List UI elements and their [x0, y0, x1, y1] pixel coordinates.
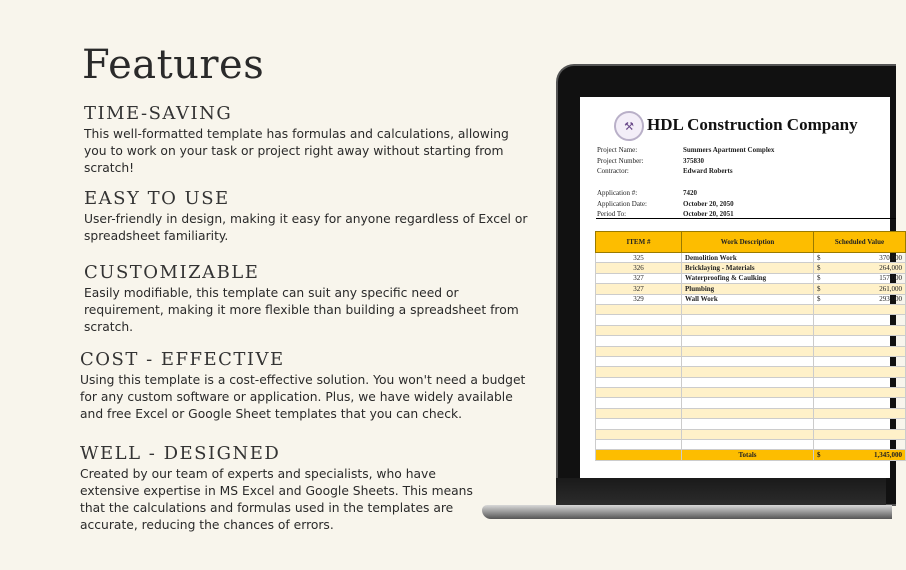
empty-row [596, 346, 906, 356]
empty-row [596, 377, 906, 387]
value-cell [814, 263, 906, 273]
value-cell [814, 284, 906, 294]
table-row [596, 273, 906, 283]
laptop-base [482, 505, 892, 519]
currency: $ [817, 274, 821, 283]
currency: $ [817, 451, 821, 460]
value-cell [814, 294, 906, 304]
laptop-chin [556, 478, 886, 506]
amount: 370,000 [879, 253, 902, 262]
amount: 264,000 [879, 264, 902, 273]
table-row [596, 294, 906, 304]
amount: 293,000 [879, 295, 902, 304]
table-row [596, 253, 906, 263]
feature-section [84, 103, 534, 177]
item-cell: 329 [596, 294, 682, 304]
company-name: HDL Construction Company [647, 115, 858, 134]
header-description: Work Description [682, 232, 814, 253]
feature-text: User-friendly in design, making it easy for anyone regardless of Excel or spreadsheet familiarity. [84, 212, 528, 243]
info-row [597, 199, 734, 210]
currency: $ [817, 264, 821, 273]
feature-text: This well-formatted template has formulas and calculations, allowing you to work on your task or project right away without starting from scratch! [84, 127, 509, 175]
empty-row [596, 325, 906, 335]
totals-row [596, 450, 906, 461]
empty-row [596, 336, 906, 346]
info-label: Application #: [597, 189, 638, 197]
empty-row [596, 367, 906, 377]
currency: $ [817, 295, 821, 304]
empty-row [596, 440, 906, 450]
feature-section [84, 188, 534, 245]
feature-heading: CUSTOMIZABLE [84, 262, 260, 283]
value-cell [814, 253, 906, 263]
divider [596, 218, 896, 219]
totals-amount: 1,345,000 [874, 451, 902, 460]
item-cell: 326 [596, 263, 682, 273]
currency: $ [817, 284, 821, 293]
amount: 157,000 [879, 274, 902, 283]
info-label: Contractor: [597, 167, 629, 175]
info-row [597, 166, 774, 177]
description-cell: Demolition Work [682, 253, 814, 263]
item-cell: 325 [596, 253, 682, 263]
info-value: October 20, 2050 [683, 199, 734, 208]
feature-heading: TIME-SAVING [84, 103, 233, 124]
feature-text: Easily modifiable, this template can suit any specific need or requirement, making it more flexible than building a spreadsheet from scratch. [84, 286, 519, 334]
company-logo-icon: ⚒ [614, 111, 644, 141]
empty-row [596, 388, 906, 398]
info-row [597, 145, 774, 156]
info-label: Period To: [597, 210, 627, 218]
item-cell: 327 [596, 273, 682, 283]
currency: $ [817, 253, 821, 262]
info-value: 375830 [683, 156, 704, 165]
header-item: ITEM # [596, 232, 682, 253]
application-info [597, 188, 734, 220]
empty-row [596, 315, 906, 325]
amount: 261,000 [879, 284, 902, 293]
empty-row [596, 408, 906, 418]
info-value: October 20, 2051 [683, 210, 734, 218]
info-value: Edward Roberts [683, 167, 733, 175]
empty-row [596, 429, 906, 439]
description-cell: Wall Work [682, 294, 814, 304]
schedule-table [595, 231, 906, 461]
table-row [596, 263, 906, 273]
totals-label: Totals [682, 450, 814, 461]
info-label: Project Name: [597, 146, 638, 154]
spreadsheet-preview [580, 97, 902, 478]
page-title: Features [82, 42, 265, 88]
empty-row [596, 419, 906, 429]
description-cell: Waterproofing & Caulking [682, 273, 814, 283]
table-row [596, 284, 906, 294]
description-cell: Plumbing [682, 284, 814, 294]
feature-heading: COST - EFFECTIVE [80, 349, 285, 370]
feature-section [84, 262, 534, 336]
info-value: 7420 [683, 189, 697, 197]
feature-heading: WELL - DESIGNED [80, 443, 281, 464]
description-cell: Bricklaying - Materials [682, 263, 814, 273]
info-row [597, 188, 734, 199]
feature-text: Using this template is a cost-effective solution. You won't need a budget for any custom software or application. Plus, we have widely available and free Excel or Google Sheet templates that you can check. [80, 373, 526, 421]
empty-row [596, 304, 906, 314]
info-label: Project Number: [597, 156, 644, 165]
info-label: Application Date: [597, 199, 647, 208]
info-row [597, 156, 774, 167]
feature-section [80, 349, 530, 423]
header-value: Scheduled Value [814, 232, 906, 253]
info-value: Summers Apartment Complex [683, 146, 775, 154]
feature-section [80, 443, 476, 534]
feature-heading: EASY TO USE [84, 188, 230, 209]
empty-row [596, 356, 906, 366]
feature-text: Created by our team of experts and specialists, who have extensive expertise in MS Excel and Google Sheets. This means that the calculations and formulas used in the templates are accurate, reducing the chances of errors. [80, 467, 473, 532]
value-cell [814, 273, 906, 283]
empty-row [596, 398, 906, 408]
item-cell: 327 [596, 284, 682, 294]
project-info [597, 145, 774, 177]
